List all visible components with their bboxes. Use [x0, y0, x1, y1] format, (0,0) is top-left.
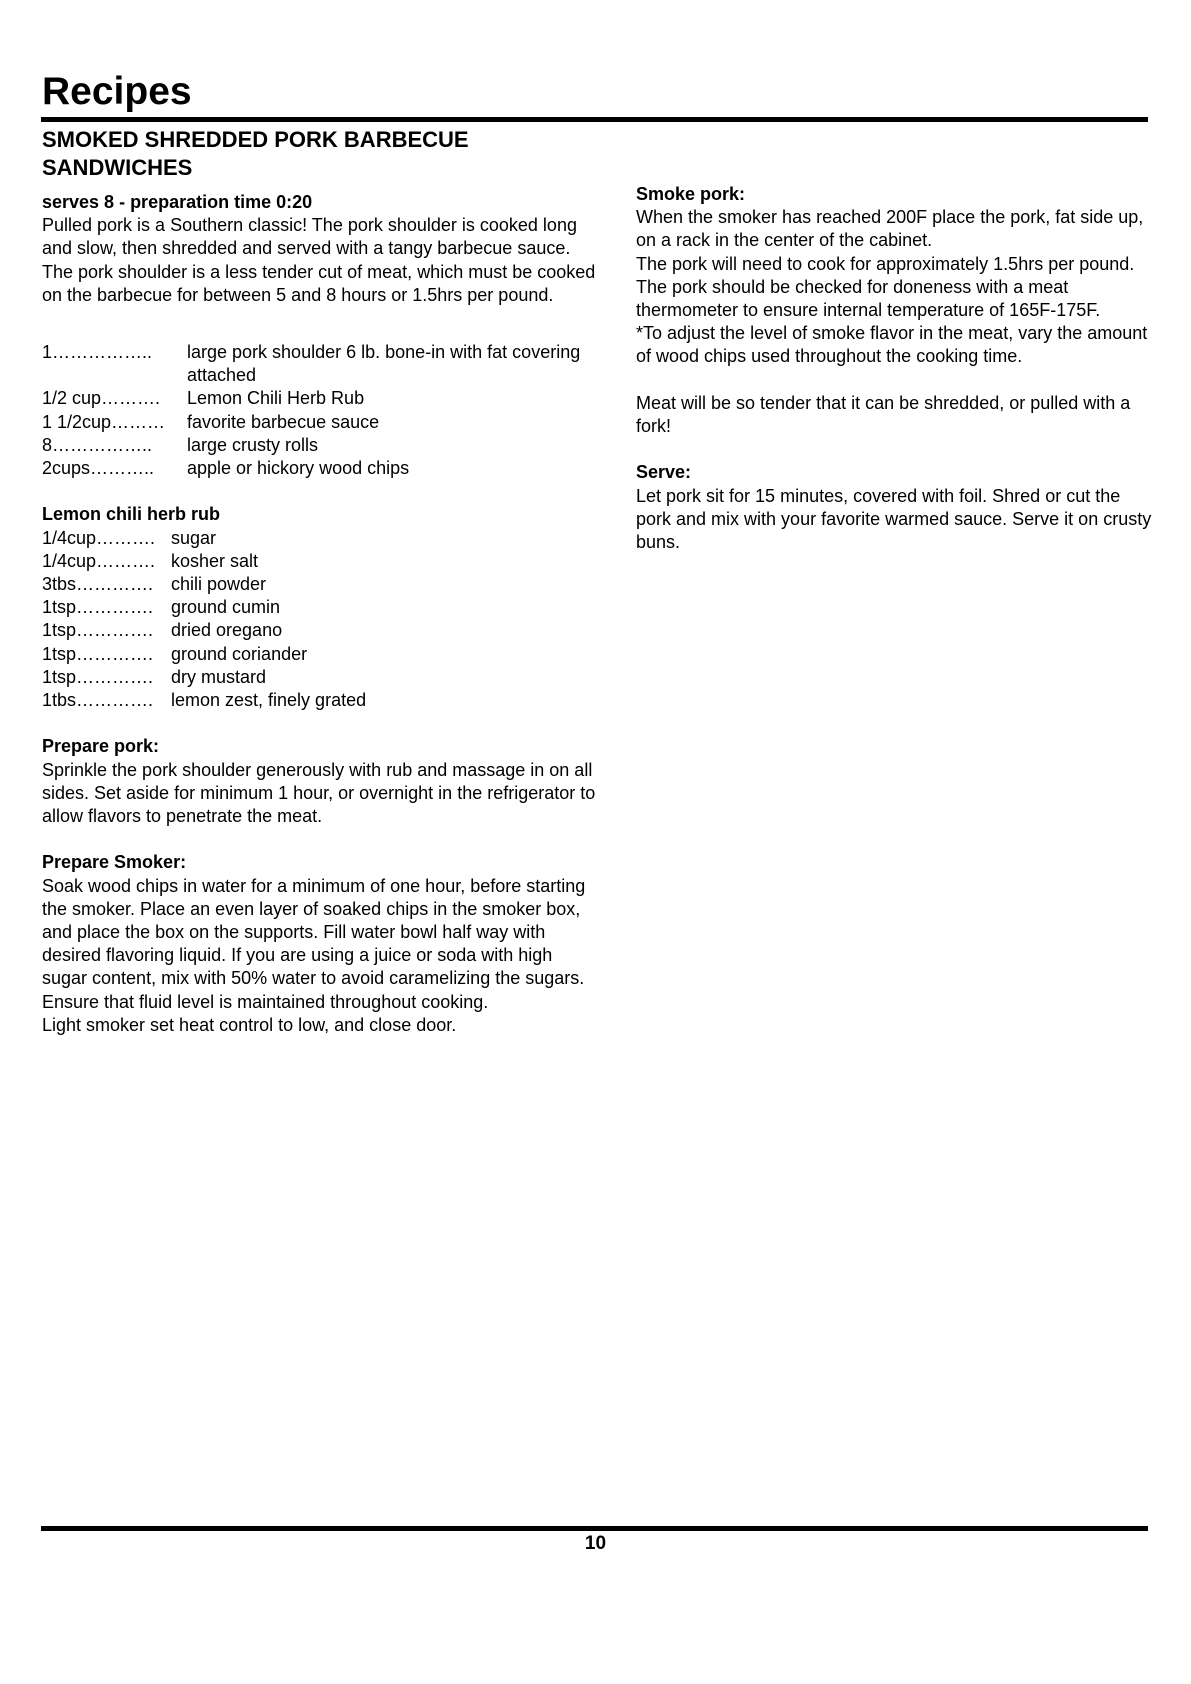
ingredient-list — [42, 341, 602, 480]
ingredient-qty: 2cups……….. — [42, 458, 155, 479]
rub-qty: 3tbs…………. — [42, 574, 154, 595]
rub-qty: 1tsp…………. — [42, 643, 154, 664]
rub-row — [42, 573, 602, 596]
rub-qty: 1tsp…………. — [42, 620, 154, 641]
ingredient-desc: apple or hickory wood chips — [187, 458, 410, 479]
prepare-smoker-text-2: Light smoker set heat control to low, and close door. — [42, 1014, 457, 1035]
ingredient-row — [42, 434, 602, 457]
rub-desc: ground coriander — [171, 643, 308, 664]
prepare-pork-text: Sprinkle the pork shoulder generously with rub and massage in on all sides. Set aside for minimum 1 hour, or overnight in the refrigerator to allow flavors to penetrate the meat. — [42, 759, 596, 827]
rub-row — [42, 550, 602, 573]
rub-title: Lemon chili herb rub — [42, 504, 221, 525]
ingredient-desc: large pork shoulder 6 lb. bone-in with fat covering attached — [187, 342, 581, 386]
ingredient-row — [42, 341, 602, 387]
rub-desc: lemon zest, finely grated — [171, 690, 367, 711]
rub-desc: dried oregano — [171, 620, 283, 641]
rub-list — [42, 527, 602, 713]
rub-desc: ground cumin — [171, 597, 281, 618]
rub-desc: chili powder — [171, 574, 267, 595]
rub-row — [42, 596, 602, 619]
rub-desc: dry mustard — [171, 666, 267, 687]
rub-row — [42, 689, 602, 712]
ingredient-desc: favorite barbecue sauce — [187, 411, 380, 432]
ingredient-desc: large crusty rolls — [187, 434, 319, 455]
ingredient-qty: 8…………….. — [42, 434, 153, 455]
smoke-pork-text-3: *To adjust the level of smoke flavor in the meat, vary the amount of wood chips used throughout the cooking time. — [636, 323, 1148, 367]
ingredient-row — [42, 387, 602, 410]
rub-row — [42, 619, 602, 642]
serves-line: serves 8 - preparation time 0:20 — [42, 192, 313, 212]
serve-text: Let pork sit for 15 minutes, covered with foil. Shred or cut the pork and mix with your favorite warmed sauce. Serve it on crusty buns. — [636, 485, 1152, 553]
smoke-pork-text-2: The pork will need to cook for approximately 1.5hrs per pound. The pork should be checked for doneness with a meat thermometer to ensure internal temperature of 165F-175F. — [636, 253, 1135, 321]
rub-row — [42, 527, 602, 550]
ingredient-row — [42, 411, 602, 434]
rub-qty: 1tsp…………. — [42, 666, 154, 687]
page-heading: Recipes — [42, 70, 192, 113]
ingredient-qty: 1…………….. — [42, 342, 153, 363]
rub-row — [42, 666, 602, 689]
prepare-smoker-text: Soak wood chips in water for a minimum of one hour, before starting the smoker. Place an even layer of soaked chips in the smoker box, and place the box on the supports. Fill water bowl half way with desired flavoring liquid. If you are using a juice or soda with high sugar content, mix with 50% water to avoid caramelizing the sugars. Ensure that fluid level is maintained throughout cooking. — [42, 875, 586, 1012]
serve-title: Serve: — [636, 462, 692, 483]
page-number: 10 — [584, 1533, 607, 1554]
ingredient-qty: 1 1/2cup……… — [42, 411, 166, 432]
rub-qty: 1/4cup………. — [42, 527, 156, 548]
bottom-divider — [41, 1526, 1148, 1531]
prepare-pork-title: Prepare pork: — [42, 736, 160, 757]
ingredient-row — [42, 457, 602, 480]
rub-qty: 1tbs…………. — [42, 690, 154, 711]
rub-desc: sugar — [171, 527, 217, 548]
rub-desc: kosher salt — [171, 550, 259, 571]
left-column — [42, 191, 602, 1037]
rub-qty: 1tsp…………. — [42, 597, 154, 618]
ingredient-desc: Lemon Chili Herb Rub — [187, 388, 365, 409]
recipe-title: SMOKED SHREDDED PORK BARBECUE SANDWICHES — [42, 127, 469, 180]
rub-row — [42, 643, 602, 666]
right-column — [636, 183, 1156, 554]
smoke-pork-text-1: When the smoker has reached 200F place the pork, fat side up, on a rack in the center of the cabinet. — [636, 207, 1144, 251]
prepare-smoker-title: Prepare Smoker: — [42, 852, 187, 873]
top-divider — [41, 117, 1148, 122]
ingredient-qty: 1/2 cup………. — [42, 388, 161, 409]
rub-qty: 1/4cup………. — [42, 550, 156, 571]
smoke-pork-text-4: Meat will be so tender that it can be shredded, or pulled with a fork! — [636, 392, 1131, 437]
smoke-pork-title: Smoke pork: — [636, 184, 746, 204]
recipe-intro: Pulled pork is a Southern classic! The pork shoulder is cooked long and slow, then shredded and served with a tangy barbecue sauce. The pork shoulder is a less tender cut of meat, which must be cooked on the barbecue for between 5 and 8 hours or 1.5hrs per pound. — [42, 215, 596, 305]
